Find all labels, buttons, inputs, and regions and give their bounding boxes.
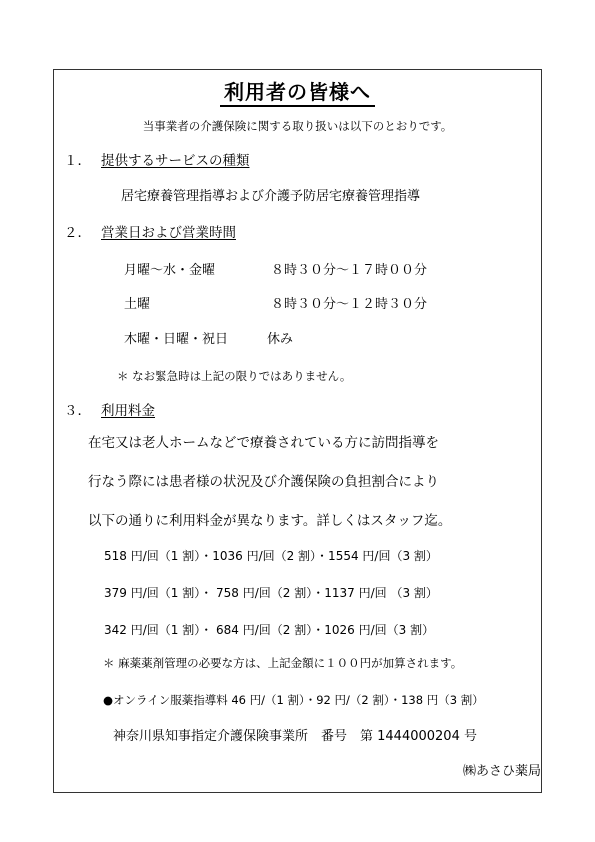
section2-number: ２． bbox=[64, 225, 91, 241]
section3-number: ３． bbox=[64, 403, 91, 419]
section2-heading: 営業日および営業時間 bbox=[101, 225, 236, 241]
section1-content: 居宅療養管理指導および介護予防居宅療養管理指導 bbox=[121, 189, 421, 204]
fee-paragraph-line: 在宅又は老人ホームなどで療養されている方に訪問指導を bbox=[88, 435, 439, 451]
notice-frame bbox=[53, 69, 542, 793]
fee-paragraph-line: 以下の通りに利用料金が異なります。詳しくはスタッフ迄。 bbox=[88, 513, 452, 529]
page-title: 利用者の皆様へ bbox=[0, 82, 595, 102]
hours-row-days: 月曜〜水・金曜 bbox=[124, 263, 216, 278]
narcotic-surcharge-note: ＊ 麻薬薬剤管理の必要な方は、上記金額に１００円が加算されます。 bbox=[103, 656, 463, 670]
registration-number: 神奈川県知事指定介護保険事業所 番号 第 1444000204 号 bbox=[113, 729, 477, 744]
fee-paragraph-line: 行なう際には患者様の状況及び介護保険の負担割合により bbox=[88, 474, 439, 490]
intro-text: 当事業者の介護保険に関する取り扱いは以下のとおりです。 bbox=[142, 119, 453, 133]
hours-row-hours: 休み bbox=[267, 332, 294, 347]
emergency-note: ＊ なお緊急時は上記の限りではありません。 bbox=[117, 369, 352, 383]
fee-line: 342 円/回（1 割）・ 684 円/回（2 割）・1026 円/回（3 割） bbox=[104, 623, 435, 637]
hours-row-hours: ８時３０分〜１７時００分 bbox=[271, 263, 428, 278]
online-fee-line: ●オンライン服薬指導料 46 円/（1 割）・92 円/（2 割）・138 円（3 割） bbox=[103, 693, 484, 707]
company-name: ㈱あさひ薬局 bbox=[462, 764, 541, 779]
fee-line: 379 円/回（1 割）・ 758 円/回（2 割）・1137 円/回 （3 割） bbox=[104, 586, 438, 600]
fee-line: 518 円/回（1 割）・1036 円/回（2 割）・1554 円/回（3 割） bbox=[104, 549, 438, 563]
hours-row-days: 木曜・日曜・祝日 bbox=[124, 332, 229, 347]
section3-heading: 利用料金 bbox=[101, 403, 155, 419]
hours-row-days: 土曜 bbox=[124, 297, 151, 312]
hours-row-hours: ８時３０分〜１２時３０分 bbox=[271, 297, 428, 312]
section1-number: １． bbox=[64, 153, 91, 169]
section1-heading: 提供するサービスの種類 bbox=[101, 153, 250, 169]
